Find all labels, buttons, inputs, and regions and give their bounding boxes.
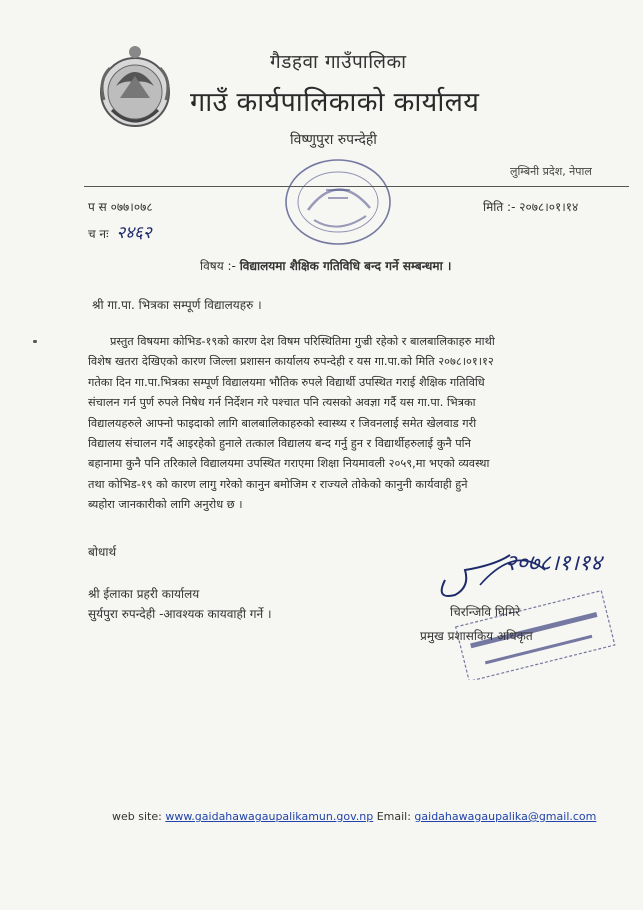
cc-recipient-address: सुर्यपुरा रुपन्देही -आवश्यक कायवाही गर्ने । (88, 607, 272, 621)
body-line: विद्यालयहरुले आफ्नो फाइदाको लागि बालबालिकाहरुको स्वास्थ्य र जिवनलाई समेत खेलवाड गरी (88, 416, 477, 430)
official-stamp-icon (278, 150, 418, 255)
website-link[interactable]: www.gaidahawagaupalikamun.gov.np (165, 810, 374, 823)
email-link[interactable]: gaidahawagaupalika@gmail.com (414, 810, 597, 823)
province-label: लुम्बिनी प्रदेश, नेपाल (510, 165, 592, 178)
body-line: प्रस्तुत विषयमा कोभिड-१९को कारण देश विषम परिस्थितिमा गुज्री रहेको र बालबालिकाहरु माथी (110, 335, 495, 348)
svg-text:२०७८।१।१४: २०७८।१।१४ (505, 551, 602, 576)
body-line: विशेष खतरा देखिएको कारण जिल्ला प्रशासन कार्यालय रुपन्देही र यस गा.पा.को मिति २०७८।०१।१२ (88, 355, 494, 369)
signatory-name: चिरन्जिवि घिमिरे (450, 605, 521, 619)
body-line: गतेका दिन गा.पा.भित्रका सम्पूर्ण विद्यालयमा भौतिक रुपले विद्यार्थी उपस्थित गराई शैक्षिक गतिविधि (88, 375, 485, 389)
cc-recipient: श्री ईलाका प्रहरी कार्यालय (88, 587, 200, 601)
dispatch-number: च नः २४६२ (88, 223, 152, 243)
signatory-title: प्रमुख प्रशासकिय अधिकृत (420, 629, 533, 643)
body-line: तथा कोभिड-१९ को कारण लागु गरेको कानुन बमोजिम र राज्यले तोकेको कानुनी कार्यवाही हुने (88, 477, 468, 491)
body-line: संचालन गर्न पुर्ण रुपले निषेध गर्न निर्देशन गरे पश्चात पनि त्यसको अवज्ञा गर्दै यस गा.पा. भित्रका (88, 396, 476, 410)
reference-number: प स ०७७।०७८ (88, 200, 153, 214)
margin-mark (33, 340, 37, 343)
municipality-name: गैडहवा गाउँपालिका (270, 51, 407, 73)
body-line: ब्यहोरा जानकारीको लागि अनुरोध छ । (88, 498, 243, 512)
letter-date: मिति :- २०७८।०१।१४ (483, 200, 579, 214)
footer-contact: web site: www.gaidahawagaupalikamun.gov.np Email: gaidahawagaupalika@gmail.com (112, 810, 597, 823)
letter-body (88, 332, 578, 516)
salutation: श्री गा.पा. भित्रका सम्पूर्ण विद्यालयहरु । (92, 298, 262, 312)
header-divider (84, 186, 629, 187)
cc-heading: बोधार्थ (88, 545, 117, 559)
body-line: बहानामा कुनै पनि तरिकाले विद्यालयमा उपस्थित गराएमा शिक्षा नियमावली २०५९,मा भएको व्यवस्था (88, 457, 490, 471)
office-address: विष्णुपुरा रुपन्देही (290, 132, 377, 148)
body-line: विद्यालय संचालन गर्दै आइरहेको हुनाले तत्काल विद्यालय बन्द गर्नु हुन र विद्यार्थीहरुलाई कुनै पनि (88, 437, 471, 451)
government-emblem-icon (96, 40, 174, 138)
letter-subject: विषय :- विद्यालयमा शैक्षिक गतिविधि बन्द गर्ने सम्बन्धमा । (200, 259, 452, 273)
dispatch-number-handwritten: २४६२ (116, 223, 152, 243)
office-name: गाउँ कार्यपालिकाको कार्यालय (190, 87, 480, 118)
